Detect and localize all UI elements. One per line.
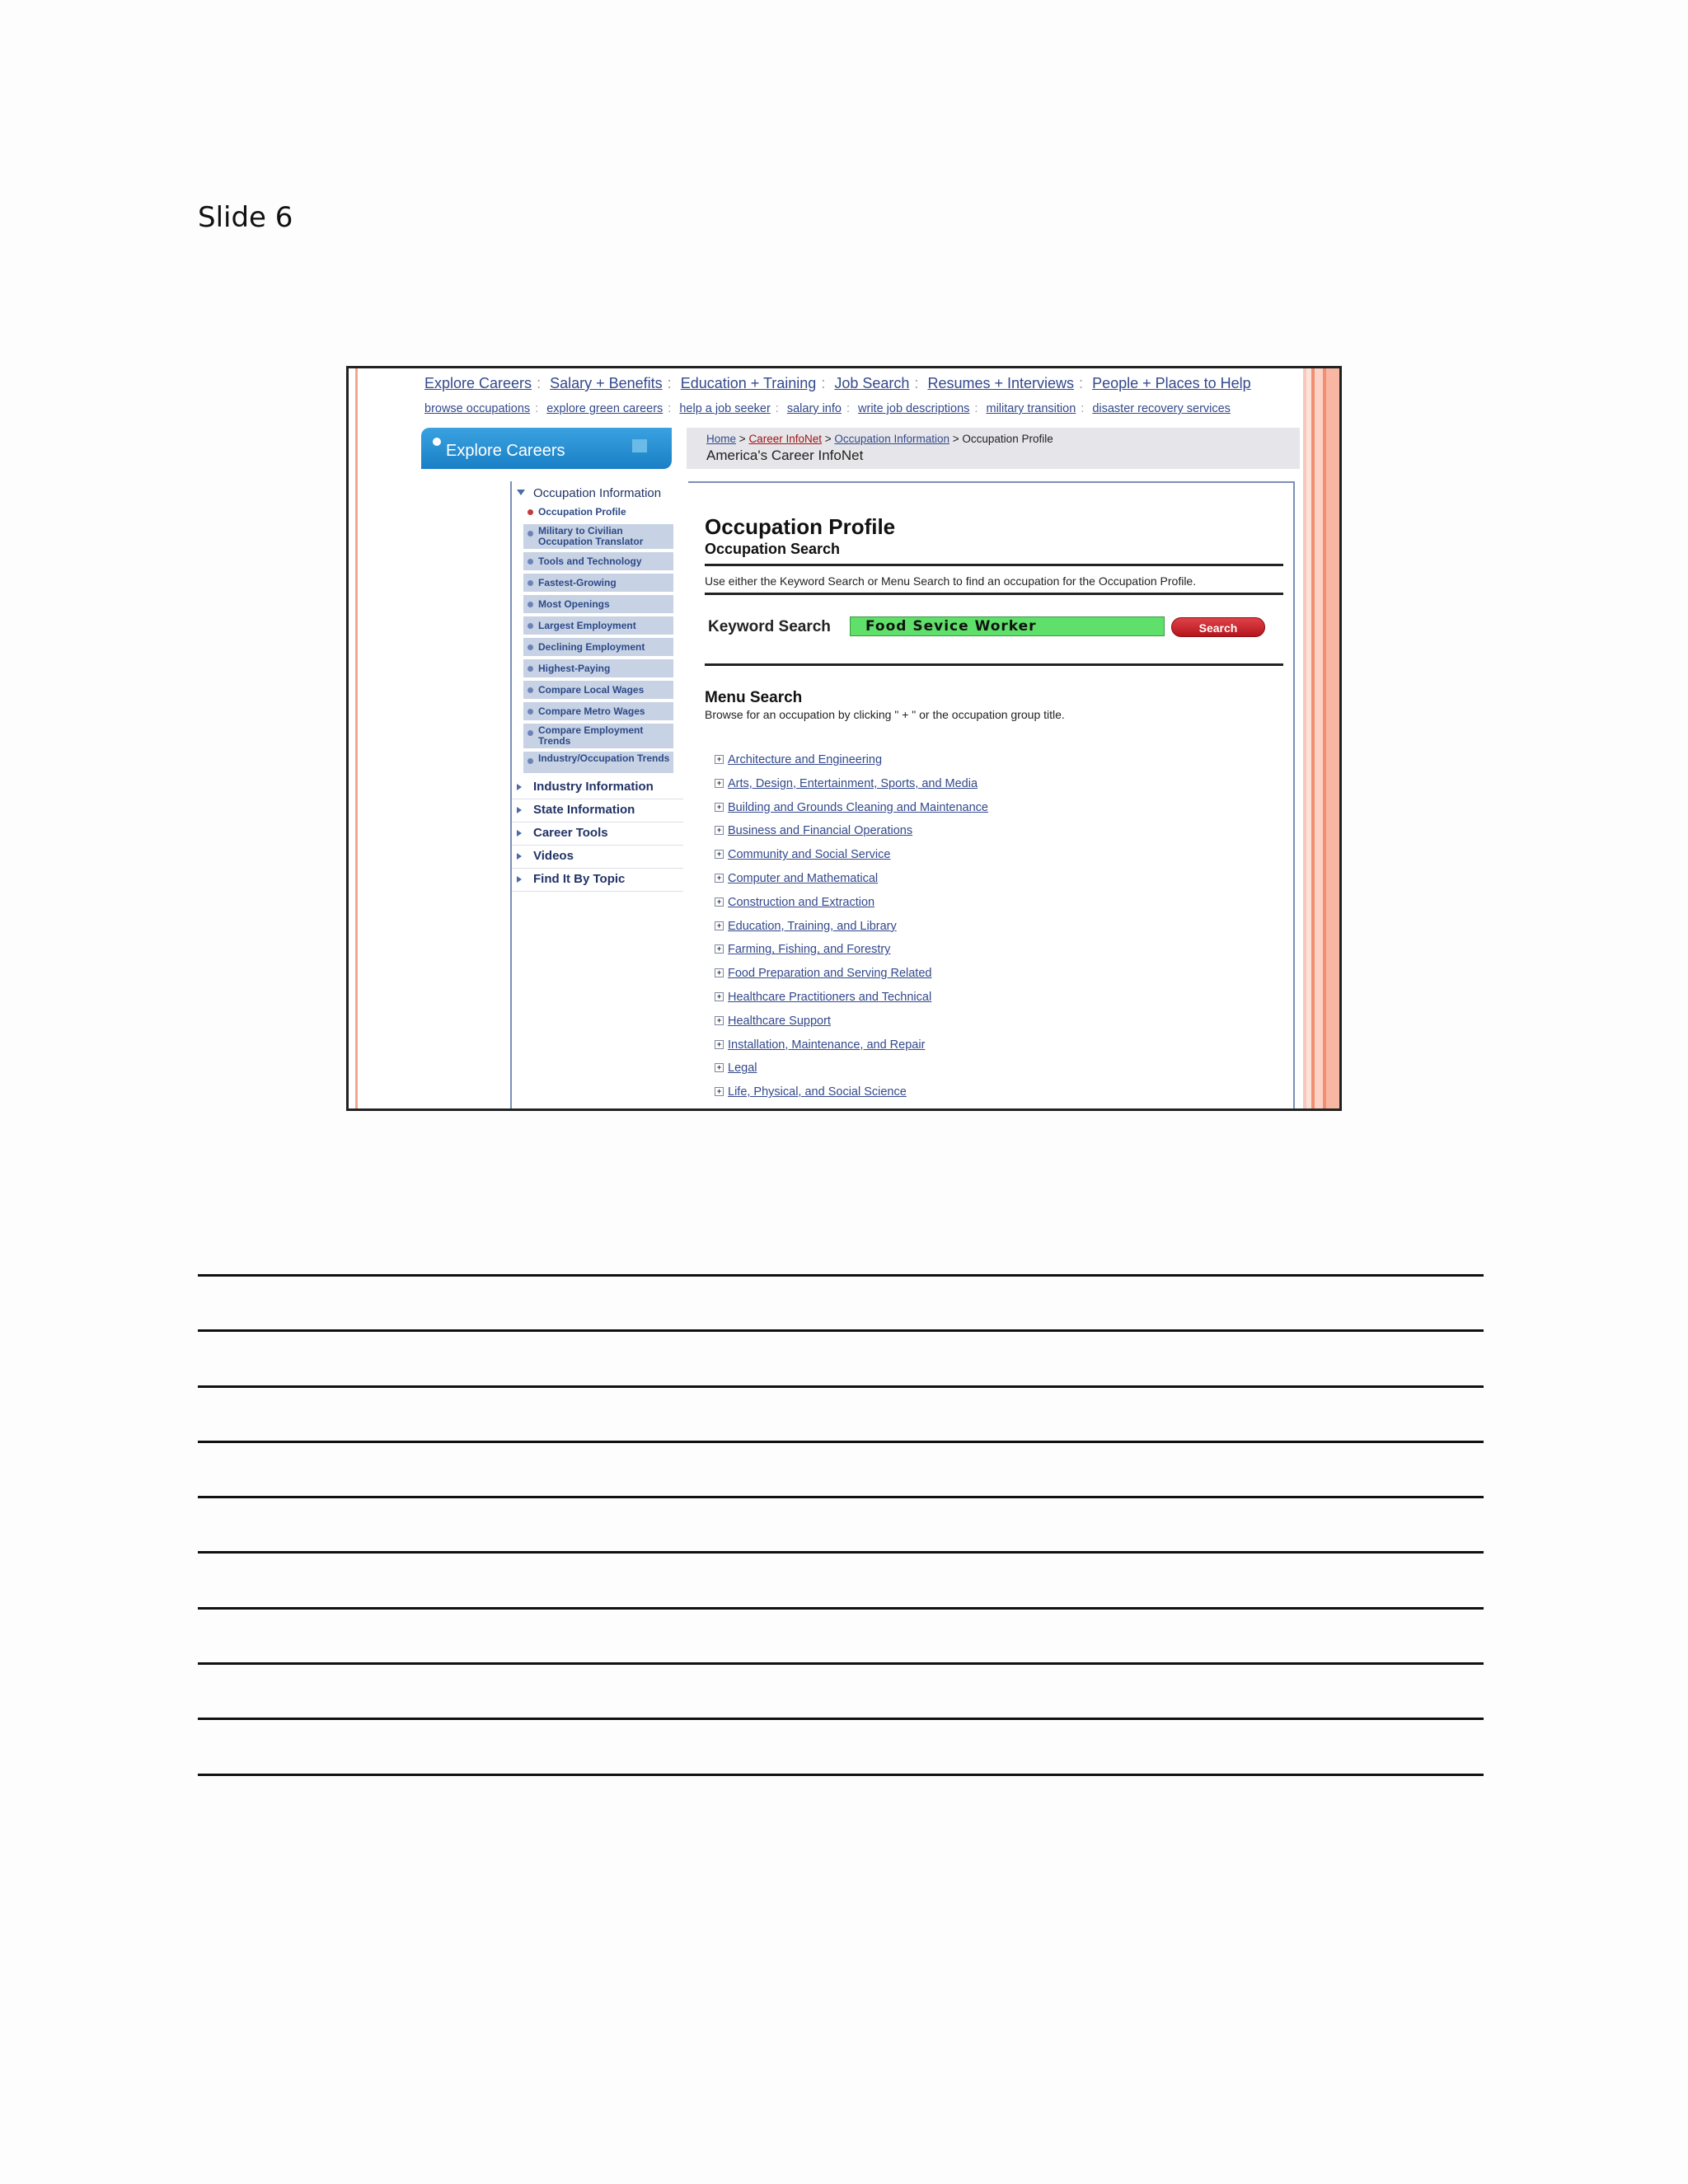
list-item bbox=[715, 943, 988, 967]
sidebar-item-tools-technology[interactable]: Tools and Technology bbox=[523, 552, 673, 570]
right-border-decoration bbox=[1295, 368, 1339, 1108]
bullet-icon bbox=[528, 559, 533, 565]
expand-plus-icon[interactable]: + bbox=[715, 755, 724, 764]
list-item bbox=[715, 777, 988, 801]
website-screenshot bbox=[346, 366, 1342, 1111]
bullet-icon bbox=[528, 623, 533, 629]
sidebar-section-state-information[interactable]: State Information bbox=[512, 799, 683, 823]
sidebar-section-industry-information[interactable]: Industry Information bbox=[512, 776, 683, 799]
expand-plus-icon[interactable]: + bbox=[715, 803, 724, 812]
list-item bbox=[715, 872, 988, 896]
occupation-category-list bbox=[715, 753, 988, 1109]
category-link[interactable]: Arts, Design, Entertainment, Sports, and Media bbox=[728, 776, 978, 790]
sidebar-item-military-translator[interactable]: Military to Civilian Occupation Translator bbox=[523, 524, 673, 549]
breadcrumb-separator: > bbox=[738, 433, 746, 445]
bullet-icon bbox=[528, 709, 533, 715]
bullet-icon bbox=[528, 730, 533, 736]
bullet-icon bbox=[528, 644, 533, 650]
site-name: America's Career InfoNet bbox=[706, 448, 864, 463]
tab-square-icon bbox=[632, 439, 647, 452]
note-line bbox=[198, 1496, 1484, 1498]
subnav-military-transition[interactable]: military transition bbox=[986, 402, 1076, 415]
category-link[interactable]: Business and Financial Operations bbox=[728, 824, 913, 838]
category-link[interactable]: Construction and Extraction bbox=[728, 895, 875, 909]
category-link[interactable]: Farming, Fishing, and Forestry bbox=[728, 943, 891, 957]
expand-plus-icon[interactable]: + bbox=[715, 898, 724, 907]
top-navigation: Explore Careers : Salary + Benefits : Education + Training : Job Search : Resumes + Interviews : People + Places to Help bbox=[424, 375, 1251, 391]
expand-plus-icon[interactable]: + bbox=[715, 1016, 724, 1025]
breadcrumb-home[interactable]: Home bbox=[706, 433, 737, 445]
list-item bbox=[715, 896, 988, 920]
sidebar-item-declining-employment[interactable]: Declining Employment bbox=[523, 638, 673, 656]
breadcrumb-career-infonet[interactable]: Career InfoNet bbox=[748, 433, 822, 445]
subnav-salary-info[interactable]: salary info bbox=[786, 402, 842, 415]
breadcrumb-separator: > bbox=[952, 433, 959, 445]
sidebar-item-compare-employment-trends[interactable]: Compare Employment Trends bbox=[523, 724, 673, 748]
sidebar-heading-occupation-information[interactable]: Occupation Information bbox=[512, 481, 688, 503]
list-item bbox=[715, 1062, 988, 1085]
bullet-icon bbox=[528, 509, 533, 515]
note-line bbox=[198, 1274, 1484, 1277]
sidebar-item-highest-paying[interactable]: Highest-Paying bbox=[523, 659, 673, 677]
search-button[interactable]: Search bbox=[1171, 617, 1265, 637]
breadcrumb-occupation-information[interactable]: Occupation Information bbox=[834, 433, 950, 445]
collapsed-triangle-icon bbox=[517, 876, 522, 883]
category-link[interactable]: Life, Physical, and Social Science bbox=[728, 1085, 907, 1099]
menu-search-description: Browse for an occupation by clicking " + " or the occupation group title. bbox=[705, 708, 1065, 721]
sub-navigation: browse occupations : explore green careers : help a job seeker : salary info : write job descriptions : military transition : disaster recovery services bbox=[424, 402, 1231, 415]
list-item bbox=[715, 991, 988, 1015]
collapsed-triangle-icon bbox=[517, 830, 522, 837]
subnav-help-job-seeker[interactable]: help a job seeker bbox=[679, 402, 771, 415]
category-link[interactable]: Food Preparation and Serving Related bbox=[728, 967, 932, 981]
list-item bbox=[715, 1038, 988, 1062]
slide-title: Slide 6 bbox=[198, 201, 293, 234]
expand-plus-icon[interactable]: + bbox=[715, 1040, 724, 1049]
main-content bbox=[688, 481, 1295, 1111]
tab-dot-icon bbox=[433, 438, 441, 446]
sidebar-item-occupation-profile[interactable]: Occupation Profile bbox=[523, 503, 673, 521]
note-line bbox=[198, 1662, 1484, 1665]
expanded-triangle-icon bbox=[517, 490, 525, 495]
nav-resumes-interviews[interactable]: Resumes + Interviews bbox=[927, 375, 1075, 391]
left-sidebar bbox=[510, 481, 690, 1111]
intro-text: Use either the Keyword Search or Menu Search to find an occupation for the Occupation Profile. bbox=[705, 574, 1197, 588]
category-link[interactable]: Education, Training, and Library bbox=[728, 919, 897, 933]
sidebar-item-industry-occupation-trends[interactable]: Industry/Occupation Trends bbox=[523, 752, 673, 773]
sidebar-section-videos[interactable]: Videos bbox=[512, 846, 683, 869]
sidebar-sub-list bbox=[523, 503, 673, 773]
sidebar-item-most-openings[interactable]: Most Openings bbox=[523, 595, 673, 613]
category-link[interactable]: Healthcare Support bbox=[728, 1014, 831, 1028]
keyword-search-label: Keyword Search bbox=[708, 618, 831, 635]
sidebar-section-find-it-by-topic[interactable]: Find It By Topic bbox=[512, 869, 683, 892]
left-border-decoration bbox=[349, 368, 360, 1108]
list-item bbox=[715, 753, 988, 777]
expand-plus-icon[interactable]: + bbox=[715, 1087, 724, 1096]
bullet-icon bbox=[528, 580, 533, 586]
breadcrumb-current: Occupation Profile bbox=[962, 433, 1053, 445]
expand-plus-icon[interactable]: + bbox=[715, 850, 724, 859]
keyword-search-input[interactable]: Food Sevice Worker bbox=[850, 616, 1165, 636]
note-line bbox=[198, 1607, 1484, 1610]
note-line bbox=[198, 1329, 1484, 1332]
subnav-write-job-descriptions[interactable]: write job descriptions bbox=[858, 402, 970, 415]
divider bbox=[705, 564, 1283, 566]
category-link[interactable]: Architecture and Engineering bbox=[728, 753, 883, 766]
nav-job-search[interactable]: Job Search bbox=[834, 375, 910, 391]
bullet-icon bbox=[528, 666, 533, 672]
nav-explore-careers[interactable]: Explore Careers bbox=[424, 375, 532, 391]
category-link[interactable]: Computer and Mathematical bbox=[728, 871, 879, 885]
breadcrumb bbox=[706, 433, 1053, 445]
sidebar-section-career-tools[interactable]: Career Tools bbox=[512, 823, 683, 846]
bullet-icon bbox=[528, 531, 533, 537]
note-line bbox=[198, 1551, 1484, 1554]
subnav-explore-green-careers[interactable]: explore green careers bbox=[546, 402, 663, 415]
list-item bbox=[715, 967, 988, 991]
sidebar-item-compare-local-wages[interactable]: Compare Local Wages bbox=[523, 681, 673, 699]
breadcrumb-separator: > bbox=[824, 433, 832, 445]
collapsed-triangle-icon bbox=[517, 807, 522, 813]
list-item bbox=[715, 824, 988, 848]
expand-plus-icon[interactable]: + bbox=[715, 944, 724, 954]
nav-people-places[interactable]: People + Places to Help bbox=[1092, 375, 1251, 391]
sidebar-item-compare-metro-wages[interactable]: Compare Metro Wages bbox=[523, 702, 673, 720]
divider bbox=[705, 593, 1283, 595]
note-line bbox=[198, 1441, 1484, 1443]
expand-plus-icon[interactable]: + bbox=[715, 992, 724, 1001]
note-line bbox=[198, 1718, 1484, 1720]
bullet-icon bbox=[528, 687, 533, 693]
list-item bbox=[715, 848, 988, 872]
list-item bbox=[715, 1085, 988, 1109]
note-lines bbox=[198, 1274, 1484, 1829]
note-line bbox=[198, 1774, 1484, 1776]
sidebar-item-fastest-growing[interactable]: Fastest-Growing bbox=[523, 574, 673, 592]
list-item bbox=[715, 801, 988, 825]
list-item bbox=[715, 920, 988, 944]
sidebar-item-largest-employment[interactable]: Largest Employment bbox=[523, 616, 673, 635]
breadcrumb-bar bbox=[687, 428, 1300, 469]
explore-careers-tab-label: Explore Careers bbox=[446, 442, 565, 460]
subnav-browse-occupations[interactable]: browse occupations bbox=[424, 402, 531, 415]
note-line bbox=[198, 1385, 1484, 1388]
menu-search-title: Menu Search bbox=[705, 689, 803, 706]
category-link[interactable]: Community and Social Service bbox=[728, 848, 891, 862]
expand-plus-icon[interactable]: + bbox=[715, 1063, 724, 1072]
expand-plus-icon[interactable]: + bbox=[715, 779, 724, 788]
expand-plus-icon[interactable]: + bbox=[715, 874, 724, 883]
list-item bbox=[715, 1015, 988, 1038]
bullet-icon bbox=[528, 602, 533, 607]
divider bbox=[705, 663, 1283, 666]
category-link[interactable]: Building and Grounds Cleaning and Maintenance bbox=[728, 800, 988, 814]
subnav-disaster-recovery[interactable]: disaster recovery services bbox=[1092, 402, 1231, 415]
category-link[interactable]: Installation, Maintenance, and Repair bbox=[728, 1038, 926, 1052]
explore-careers-tab[interactable] bbox=[421, 428, 672, 469]
expand-plus-icon[interactable]: + bbox=[715, 826, 724, 835]
category-link[interactable]: Healthcare Practitioners and Technical bbox=[728, 990, 932, 1004]
page-title: Occupation Profile bbox=[705, 514, 896, 539]
bullet-icon bbox=[528, 758, 533, 764]
collapsed-triangle-icon bbox=[517, 853, 522, 860]
expand-plus-icon[interactable]: + bbox=[715, 921, 724, 930]
collapsed-triangle-icon bbox=[517, 784, 522, 790]
expand-plus-icon[interactable]: + bbox=[715, 968, 724, 977]
nav-education-training[interactable]: Education + Training bbox=[680, 375, 817, 391]
nav-salary-benefits[interactable]: Salary + Benefits bbox=[550, 375, 663, 391]
page-subtitle: Occupation Search bbox=[705, 541, 841, 557]
category-link[interactable]: Legal bbox=[728, 1062, 757, 1076]
